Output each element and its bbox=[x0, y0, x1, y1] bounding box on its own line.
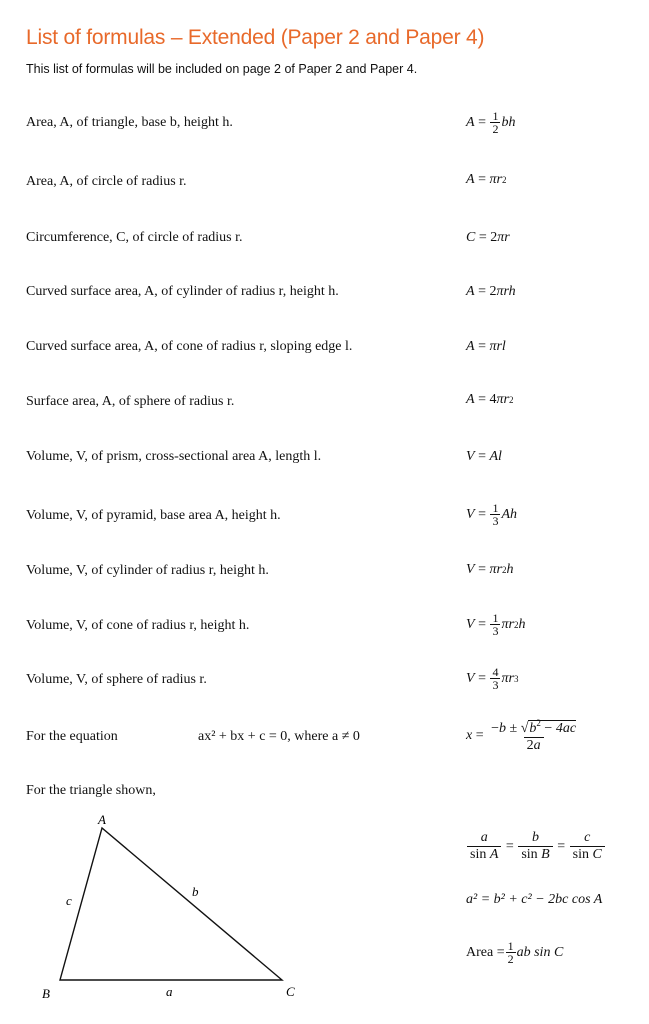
row-desc-cone-volume: Volume, V, of cone of radius r, height h. bbox=[26, 618, 250, 633]
triangle-shape bbox=[60, 828, 282, 980]
quadratic-label: For the equation bbox=[26, 729, 118, 744]
formula-sphere-volume: V = $\frac{4}{3}$ πr 3 bbox=[466, 665, 519, 692]
area-suffix: ab sin C bbox=[516, 944, 564, 960]
formula-cone-volume: V = $\frac{1}{3}$ πr 2 h bbox=[466, 611, 526, 638]
side-label-c: c bbox=[66, 893, 72, 908]
row-desc-pyramid-volume: Volume, V, of pyramid, base area A, height h. bbox=[26, 508, 281, 523]
formula-sine-rule: $\frac{a}{\text{sin A}}$ = $\frac{b}{\text{sin B}}$ = $\frac{c}{\text{sin C}}$ bbox=[466, 830, 606, 863]
row-desc-cylinder-volume: Volume, V, of cylinder of radius r, height h. bbox=[26, 563, 269, 578]
row-desc-circle-area: Area, A, of circle of radius r. bbox=[26, 174, 187, 189]
row-desc-sphere-volume: Volume, V, of sphere of radius r. bbox=[26, 672, 207, 687]
row-desc-sphere-surface: Surface area, A, of sphere of radius r. bbox=[26, 394, 235, 409]
row-desc-cylinder-curved: Curved surface area, A, of cylinder of radius r, height h. bbox=[26, 284, 339, 299]
formula-prism-volume: V = Al bbox=[466, 449, 502, 464]
quadratic-equation: ax² + bx + c = 0, where a ≠ 0 bbox=[198, 729, 360, 744]
triangle-diagram bbox=[30, 808, 320, 1004]
formula-cylinder-curved: A = 2 πrh bbox=[466, 284, 516, 299]
row-desc-triangle-area: Area, A, of triangle, base b, height h. bbox=[26, 115, 233, 130]
vertex-label-c: C bbox=[286, 984, 295, 999]
formula-circle-area: A = πr 2 bbox=[466, 172, 507, 187]
formula-pyramid-volume: V = $\frac{1}{3}$ Ah bbox=[466, 501, 518, 528]
formula-circumference: C = 2 πr bbox=[466, 230, 510, 245]
triangle-label: For the triangle shown, bbox=[26, 783, 156, 798]
formula-cosine-rule: a² = b² + c² − 2bc cos A bbox=[466, 892, 603, 907]
page-subtitle: This list of formulas will be included on page 2 of Paper 2 and Paper 4. bbox=[26, 62, 418, 76]
formula-cylinder-volume: V = πr 2 h bbox=[466, 562, 514, 577]
side-label-a: a bbox=[166, 984, 173, 999]
vertex-label-a: A bbox=[98, 812, 106, 827]
row-desc-prism-volume: Volume, V, of prism, cross-sectional area A, length l. bbox=[26, 449, 322, 464]
formula-quadratic: x = $\frac{-b \pm √b^2 - 4ac}{2a}$ bbox=[466, 718, 577, 753]
row-desc-cone-curved: Curved surface area, A, of cone of radius r, sloping edge l. bbox=[26, 339, 353, 354]
vertex-label-b: B bbox=[42, 986, 50, 1001]
formula-cone-curved: A = πrl bbox=[466, 339, 506, 354]
side-label-b: b bbox=[192, 884, 199, 899]
page-title: List of formulas – Extended (Paper 2 and Paper 4) bbox=[26, 26, 485, 49]
row-desc-circumference: Circumference, C, of circle of radius r. bbox=[26, 230, 243, 245]
formula-triangle-area-sine: Area = $\frac{1}{2}$ ab sin C bbox=[466, 939, 564, 966]
formula-sphere-surface: A = 4 πr 2 bbox=[466, 392, 514, 407]
formula-triangle-area: A = $\frac{1}{2}$ bh bbox=[466, 109, 516, 136]
area-prefix: Area = bbox=[466, 944, 505, 960]
